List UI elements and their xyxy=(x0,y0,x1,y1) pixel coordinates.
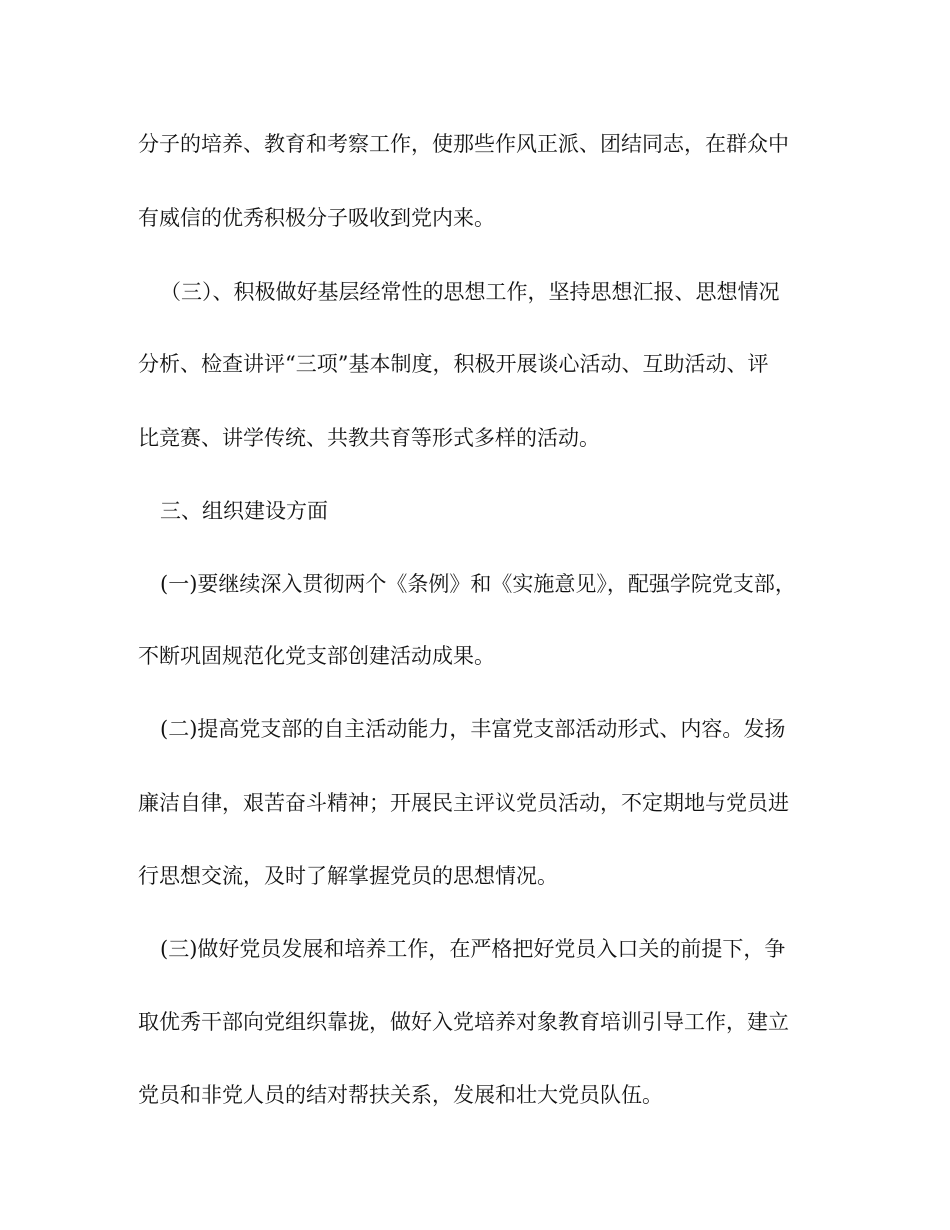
text-line-4: 分析、检查讲评“三项”基本制度，积极开展谈心活动、互助活动、评 xyxy=(138,352,769,376)
text-line-5: 比竞赛、讲学传统、共教共育等形式多样的活动。 xyxy=(138,426,600,450)
text-line-10: 廉洁自律，艰苦奋斗精神；开展民主评议党员活动，不定期地与党员进 xyxy=(138,791,789,815)
text-line-2: 有威信的优秀积极分子吸收到党内来。 xyxy=(138,206,495,230)
text-line-14: 党员和非党人员的结对帮扶关系，发展和壮大党员队伍。 xyxy=(138,1083,663,1107)
text-line-8: 不断巩固规范化党支部创建活动成果。 xyxy=(138,644,495,668)
text-line-3: （三）、积极做好基层经常性的思想工作，坚持思想汇报、思想情况 xyxy=(160,280,780,304)
text-line-11: 行思想交流，及时了解掌握党员的思想情况。 xyxy=(138,864,558,888)
text-line-7: (一)要继续深入贯彻两个《条例》和《实施意见》，配强学院党支部， xyxy=(160,572,796,596)
text-line-12: (三)做好党员发展和培养工作，在严格把好党员入口关的前提下，争 xyxy=(160,937,786,961)
text-line-1: 分子的培养、教育和考察工作，使那些作风正派、团结同志，在群众中 xyxy=(138,132,789,156)
section-heading: 三、组织建设方面 xyxy=(160,499,328,523)
text-line-9: (二)提高党支部的自主活动能力，丰富党支部活动形式、内容。发扬 xyxy=(160,717,786,741)
text-line-13: 取优秀干部向党组织靠拢，做好入党培养对象教育培训引导工作，建立 xyxy=(138,1010,789,1034)
